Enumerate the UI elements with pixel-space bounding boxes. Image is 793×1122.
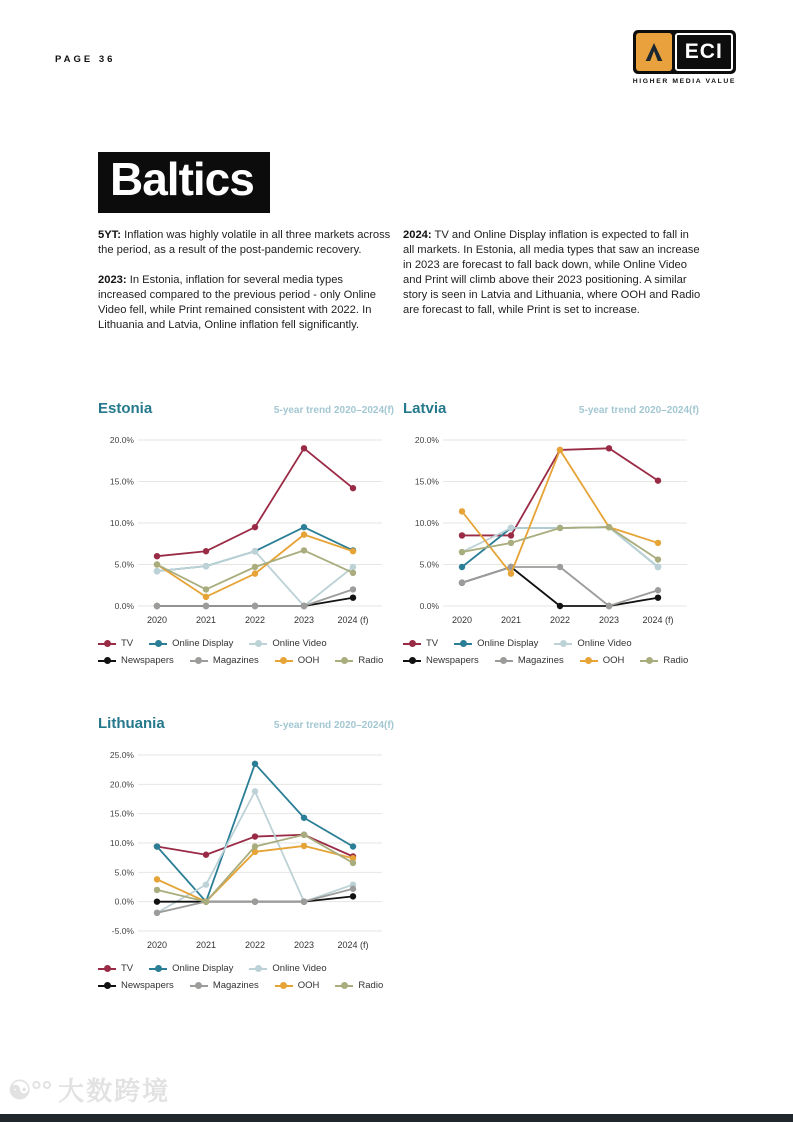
- legend-swatch: [454, 643, 472, 645]
- legend-swatch-dot: [104, 657, 111, 664]
- legend-item-online-video: [249, 963, 326, 974]
- svg-text:25.0%: 25.0%: [109, 750, 134, 760]
- svg-text:2023: 2023: [293, 615, 315, 625]
- legend-item-radio: [335, 980, 383, 991]
- legend-label: Newspapers: [426, 655, 479, 666]
- legend-swatch: [149, 643, 167, 645]
- legend-swatch: [190, 660, 208, 662]
- legend-label: Newspapers: [121, 655, 174, 666]
- legend-label: Online Video: [272, 963, 327, 974]
- legend-item-newspapers: [98, 655, 174, 666]
- body-column-left: [98, 228, 393, 348]
- legend-item-tv: [98, 963, 133, 974]
- svg-text:10.0%: 10.0%: [109, 518, 134, 528]
- legend-item-magazines: [190, 655, 259, 666]
- line-chart-plot: [403, 428, 695, 630]
- svg-text:2020: 2020: [146, 615, 168, 625]
- legend-swatch-dot: [195, 982, 202, 989]
- legend-label: Radio: [358, 980, 384, 991]
- legend-item-ooh: [580, 655, 625, 666]
- svg-text:2023: 2023: [293, 940, 315, 950]
- legend-label: Online Display: [172, 963, 234, 974]
- body-column-right: [403, 228, 703, 333]
- svg-text:2022: 2022: [244, 940, 266, 950]
- svg-text:10.0%: 10.0%: [414, 518, 439, 528]
- paragraph-2024: [403, 228, 703, 318]
- legend-swatch-dot: [155, 640, 162, 647]
- legend-swatch-dot: [560, 640, 567, 647]
- legend-swatch-dot: [104, 640, 111, 647]
- legend-swatch-dot: [341, 982, 348, 989]
- watermark-logo-icon: ☯°°: [8, 1074, 53, 1105]
- svg-text:15.0%: 15.0%: [414, 476, 439, 487]
- legend-label: Newspapers: [121, 980, 174, 991]
- legend-item-radio: [335, 655, 383, 666]
- legend-label: TV: [121, 963, 134, 974]
- logo-wordmark: ECI: [675, 33, 733, 71]
- svg-text:2022: 2022: [549, 615, 571, 625]
- chart-legend: [403, 638, 695, 666]
- chart-title: Latvia: [403, 400, 447, 417]
- svg-text:2022: 2022: [244, 615, 266, 625]
- svg-text:2021: 2021: [195, 940, 217, 950]
- legend-item-radio: [640, 655, 688, 666]
- svg-text:5.0%: 5.0%: [114, 867, 134, 878]
- legend-swatch: [98, 968, 116, 970]
- legend-swatch-dot: [409, 657, 416, 664]
- legend-swatch-dot: [280, 982, 287, 989]
- legend-swatch-dot: [195, 657, 202, 664]
- legend-label: OOH: [602, 655, 625, 666]
- svg-text:5.0%: 5.0%: [114, 559, 134, 570]
- paragraph-lead: 2023:: [98, 274, 127, 286]
- legend-swatch-dot: [585, 657, 592, 664]
- watermark: [8, 1071, 170, 1108]
- legend-swatch: [495, 660, 513, 662]
- svg-text:2020: 2020: [451, 615, 473, 625]
- paragraph-lead: 5YT:: [98, 229, 122, 241]
- line-chart-plot: [98, 428, 390, 630]
- legend-label: TV: [426, 638, 439, 649]
- legend-label: Magazines: [517, 655, 564, 666]
- legend-swatch: [249, 968, 267, 970]
- svg-text:10.0%: 10.0%: [109, 838, 134, 848]
- legend-swatch: [403, 660, 421, 662]
- page-number-label: PAGE 36: [55, 54, 116, 65]
- legend-label: Magazines: [212, 980, 259, 991]
- paragraph-text: In Estonia, inflation for several media types increased compared to the previous period - only Online Video fell, while Print remained consistent with 2022. In Lithuania and Latvia, Online inflation fell significantly.: [98, 274, 376, 331]
- legend-swatch: [275, 985, 293, 987]
- chart-title: Estonia: [98, 400, 153, 417]
- legend-item-ooh: [275, 655, 320, 666]
- svg-text:15.0%: 15.0%: [109, 808, 134, 819]
- svg-text:2023: 2023: [598, 615, 620, 625]
- watermark-text: 大数跨境: [58, 1076, 171, 1106]
- legend-swatch: [190, 985, 208, 987]
- legend-swatch: [98, 660, 116, 662]
- eci-logo-box: [633, 30, 736, 74]
- section-title: Baltics: [98, 152, 270, 213]
- legend-label: Online Video: [577, 638, 632, 649]
- legend-item-tv: [403, 638, 438, 649]
- legend-swatch-dot: [104, 965, 111, 972]
- legend-swatch: [249, 643, 267, 645]
- legend-label: OOH: [297, 655, 320, 666]
- legend-label: TV: [121, 638, 134, 649]
- paragraph-text: TV and Online Display inflation is expected to fall in all markets. In Estonia, all media types that saw an increase in 2023 are forecast to fall back down, while Online Video and Print will climb above their 2023 positioning. A similar story is seen in Latvia and Lithuania, where OOH and Radio are forecast to fall, while Print is set to increase.: [403, 229, 701, 316]
- chart-estonia: [98, 400, 394, 666]
- svg-text:0.0%: 0.0%: [419, 601, 439, 611]
- svg-text:20.0%: 20.0%: [109, 779, 134, 790]
- legend-swatch-dot: [460, 640, 467, 647]
- legend-item-online-video: [554, 638, 631, 649]
- legend-swatch: [98, 643, 116, 645]
- legend-swatch: [554, 643, 572, 645]
- legend-swatch-dot: [104, 982, 111, 989]
- chart-trend-label: 5-year trend 2020–2024(f): [578, 405, 699, 416]
- paragraph-5yt: [98, 228, 393, 258]
- legend-label: Online Display: [477, 638, 539, 649]
- chart-lithuania: [98, 715, 394, 991]
- legend-swatch-dot: [341, 657, 348, 664]
- legend-swatch-dot: [255, 640, 262, 647]
- paragraph-text: Inflation was highly volatile in all three markets across the period, as a result of the post-pandemic recovery.: [98, 229, 391, 256]
- legend-item-online-display: [149, 638, 233, 649]
- legend-item-ooh: [275, 980, 320, 991]
- legend-swatch: [149, 968, 167, 970]
- legend-label: OOH: [297, 980, 320, 991]
- chart-legend: [98, 963, 390, 991]
- legend-label: Magazines: [212, 655, 259, 666]
- chart-legend: [98, 638, 390, 666]
- paragraph-2023: [98, 273, 393, 333]
- svg-text:0.0%: 0.0%: [114, 601, 134, 611]
- svg-text:2024 (f): 2024 (f): [642, 615, 674, 625]
- legend-swatch-dot: [500, 657, 507, 664]
- legend-swatch: [580, 660, 598, 662]
- legend-swatch: [403, 643, 421, 645]
- svg-text:2020: 2020: [146, 940, 168, 950]
- svg-text:2024 (f): 2024 (f): [337, 615, 369, 625]
- legend-item-online-display: [454, 638, 538, 649]
- legend-item-magazines: [190, 980, 259, 991]
- line-chart-plot: [98, 743, 390, 955]
- svg-text:-5.0%: -5.0%: [111, 926, 134, 936]
- legend-label: Online Video: [272, 638, 327, 649]
- chart-latvia: [403, 400, 699, 666]
- legend-label: Online Display: [172, 638, 234, 649]
- svg-text:0.0%: 0.0%: [114, 896, 134, 907]
- legend-item-magazines: [495, 655, 564, 666]
- legend-swatch-dot: [646, 657, 653, 664]
- legend-item-newspapers: [98, 980, 174, 991]
- legend-label: Radio: [358, 655, 384, 666]
- chart-trend-label: 5-year trend 2020–2024(f): [273, 720, 394, 731]
- chart-title: Lithuania: [98, 715, 165, 732]
- legend-swatch-dot: [155, 965, 162, 972]
- chart-trend-label: 5-year trend 2020–2024(f): [273, 405, 394, 416]
- legend-swatch: [275, 660, 293, 662]
- legend-swatch: [98, 985, 116, 987]
- svg-text:20.0%: 20.0%: [414, 435, 439, 445]
- legend-swatch-dot: [409, 640, 416, 647]
- legend-item-newspapers: [403, 655, 479, 666]
- legend-swatch: [640, 660, 658, 662]
- legend-swatch: [335, 985, 353, 987]
- svg-text:2024 (f): 2024 (f): [337, 940, 369, 950]
- legend-label: Radio: [663, 655, 689, 666]
- legend-item-online-display: [149, 963, 233, 974]
- eci-logo: [633, 30, 736, 85]
- legend-item-online-video: [249, 638, 326, 649]
- paragraph-lead: 2024:: [403, 229, 432, 241]
- bottom-bar: [0, 1114, 793, 1122]
- legend-swatch: [335, 660, 353, 662]
- svg-text:2021: 2021: [195, 615, 217, 625]
- legend-swatch-dot: [280, 657, 287, 664]
- svg-text:15.0%: 15.0%: [109, 476, 134, 487]
- svg-text:20.0%: 20.0%: [109, 435, 134, 445]
- logo-tagline: HIGHER MEDIA VALUE: [632, 78, 736, 85]
- logo-arrow-icon: [636, 33, 672, 71]
- svg-text:5.0%: 5.0%: [419, 559, 439, 570]
- legend-swatch-dot: [255, 965, 262, 972]
- svg-text:2021: 2021: [500, 615, 522, 625]
- legend-item-tv: [98, 638, 133, 649]
